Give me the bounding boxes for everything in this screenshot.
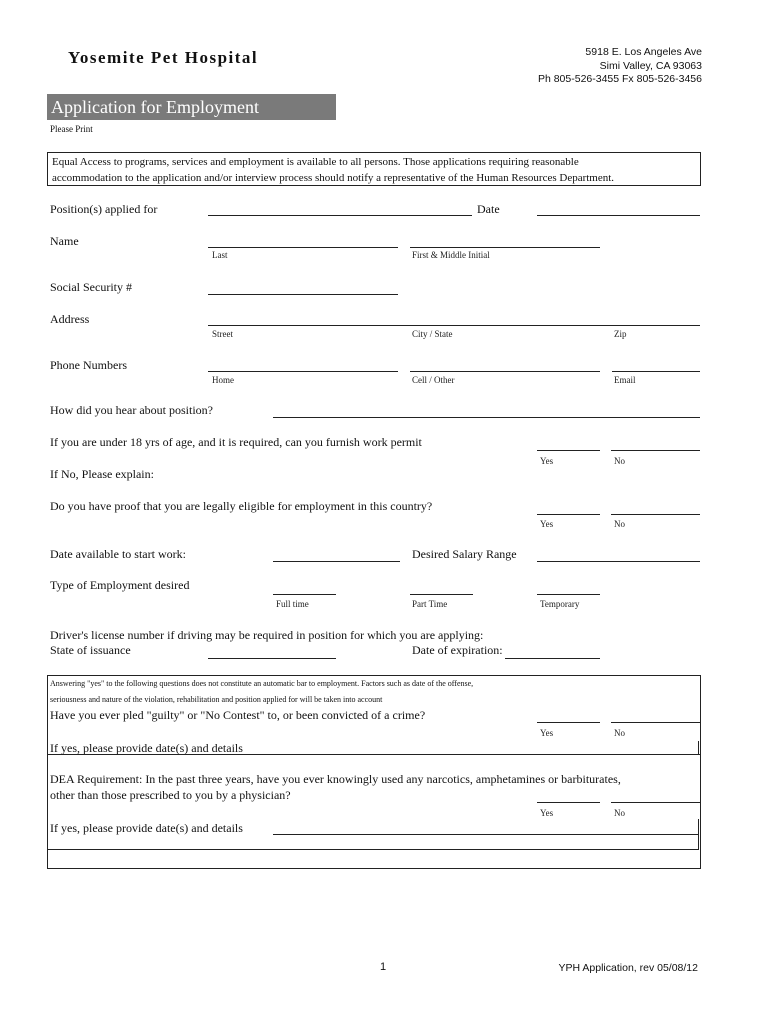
company-name: Yosemite Pet Hospital	[68, 48, 259, 67]
home-phone-input[interactable]	[208, 353, 398, 372]
last-name-input[interactable]	[208, 229, 398, 248]
conviction-no-field[interactable]	[611, 704, 700, 723]
details-end-tick	[698, 741, 699, 754]
zip-caption: Zip	[614, 329, 627, 339]
if-no-explain-label: If No, Please explain:	[50, 467, 154, 481]
cell-phone-input[interactable]	[410, 353, 600, 372]
state-issuance-input[interactable]	[208, 640, 336, 659]
hear-input[interactable]	[273, 399, 700, 418]
full-time-field[interactable]	[273, 576, 336, 595]
work-permit-yes-field[interactable]	[537, 432, 600, 451]
page-number: 1	[380, 961, 387, 973]
conviction-yes-caption: Yes	[540, 728, 554, 738]
company-address-line1: 5918 E. Los Angeles Ave	[585, 46, 702, 58]
conviction-details-label: If yes, please provide date(s) and details	[50, 741, 243, 755]
eligibility-no-field[interactable]	[611, 496, 700, 515]
temporary-caption: Temporary	[540, 599, 580, 609]
eligibility-yes-field[interactable]	[537, 496, 600, 515]
date-input[interactable]	[537, 197, 700, 216]
work-permit-yes-caption: Yes	[540, 456, 554, 466]
ssn-label: Social Security #	[50, 280, 132, 294]
address-input[interactable]	[208, 307, 700, 326]
equal-access-notice	[47, 152, 701, 186]
first-middle-caption: First & Middle Initial	[412, 250, 490, 260]
temporary-field[interactable]	[537, 576, 600, 595]
dea-yes-field[interactable]	[537, 784, 600, 803]
date-label: Date	[477, 202, 500, 216]
company-phone-fax: Ph 805-526-3455 Fx 805-526-3456	[537, 73, 702, 85]
dea-no-field[interactable]	[611, 784, 700, 803]
dea-yes-caption: Yes	[540, 808, 554, 818]
work-permit-question: If you are under 18 yrs of age, and it is required, can you furnish work permit	[50, 435, 422, 449]
dea-question-line2: other than those prescribed to you by a physician?	[50, 788, 291, 802]
ssn-input[interactable]	[208, 276, 398, 295]
expiration-label: Date of expiration:	[412, 643, 503, 657]
equal-access-line1: Equal Access to programs, services and employment is available to all persons. Those applications requiring reasonable	[52, 156, 579, 168]
full-time-caption: Full time	[276, 599, 309, 609]
part-time-field[interactable]	[410, 576, 473, 595]
dea-question-line1: DEA Requirement: In the past three years, have you ever knowingly used any narcotics, amphetamines or barbiturates,	[50, 772, 621, 786]
name-label: Name	[50, 234, 79, 248]
license-question: Driver's license number if driving may be required in position for which you are applying:	[50, 628, 484, 642]
eligibility-question: Do you have proof that you are legally eligible for employment in this country?	[50, 499, 433, 513]
eligibility-yes-caption: Yes	[540, 519, 554, 529]
start-date-input[interactable]	[273, 543, 400, 562]
conviction-yes-field[interactable]	[537, 704, 600, 723]
salary-input[interactable]	[537, 543, 700, 562]
section-divider	[47, 754, 701, 755]
work-permit-no-caption: No	[614, 456, 625, 466]
conviction-no-caption: No	[614, 728, 625, 738]
dea-details-label: If yes, please provide date(s) and details	[50, 821, 243, 835]
conviction-details-input[interactable]	[273, 736, 698, 755]
first-middle-input[interactable]	[410, 229, 600, 248]
answer-note-line2: seriousness and nature of the violation, rehabilitation and position applied for will be taken into account	[50, 695, 383, 704]
start-date-label: Date available to start work:	[50, 547, 186, 561]
dea-no-caption: No	[614, 808, 625, 818]
conviction-question: Have you ever pled "guilty" or "No Contest" to, or been convicted of a crime?	[50, 708, 426, 722]
expiration-input[interactable]	[505, 640, 600, 659]
email-input[interactable]	[612, 353, 700, 372]
hear-label: How did you hear about position?	[50, 403, 213, 417]
company-address-line2: Simi Valley, CA 93063	[599, 60, 702, 72]
work-permit-no-field[interactable]	[611, 432, 700, 451]
email-caption: Email	[614, 375, 636, 385]
address-label: Address	[50, 312, 90, 326]
city-state-caption: City / State	[412, 329, 453, 339]
street-caption: Street	[212, 329, 233, 339]
cell-caption: Cell / Other	[412, 375, 455, 385]
salary-label: Desired Salary Range	[412, 547, 517, 561]
revision-note: YPH Application, rev 05/08/12	[558, 962, 698, 974]
phone-label: Phone Numbers	[50, 358, 127, 372]
part-time-caption: Part Time	[412, 599, 448, 609]
eligibility-no-caption: No	[614, 519, 625, 529]
last-name-caption: Last	[212, 250, 228, 260]
please-print-note: Please Print	[50, 124, 93, 134]
state-issuance-label: State of issuance	[50, 643, 131, 657]
employment-type-label: Type of Employment desired	[50, 578, 190, 592]
dea-details-extra-line[interactable]	[47, 831, 699, 850]
position-input[interactable]	[208, 197, 472, 216]
home-caption: Home	[212, 375, 234, 385]
equal-access-line2: accommodation to the application and/or interview process should notify a representative of the Human Resources Department.	[52, 172, 615, 184]
form-title: Application for Employment	[47, 94, 336, 120]
position-label: Position(s) applied for	[50, 202, 158, 216]
answer-note-line1: Answering "yes" to the following questions does not constitute an automatic bar to employment. Factors such as date of the offense,	[50, 679, 474, 688]
